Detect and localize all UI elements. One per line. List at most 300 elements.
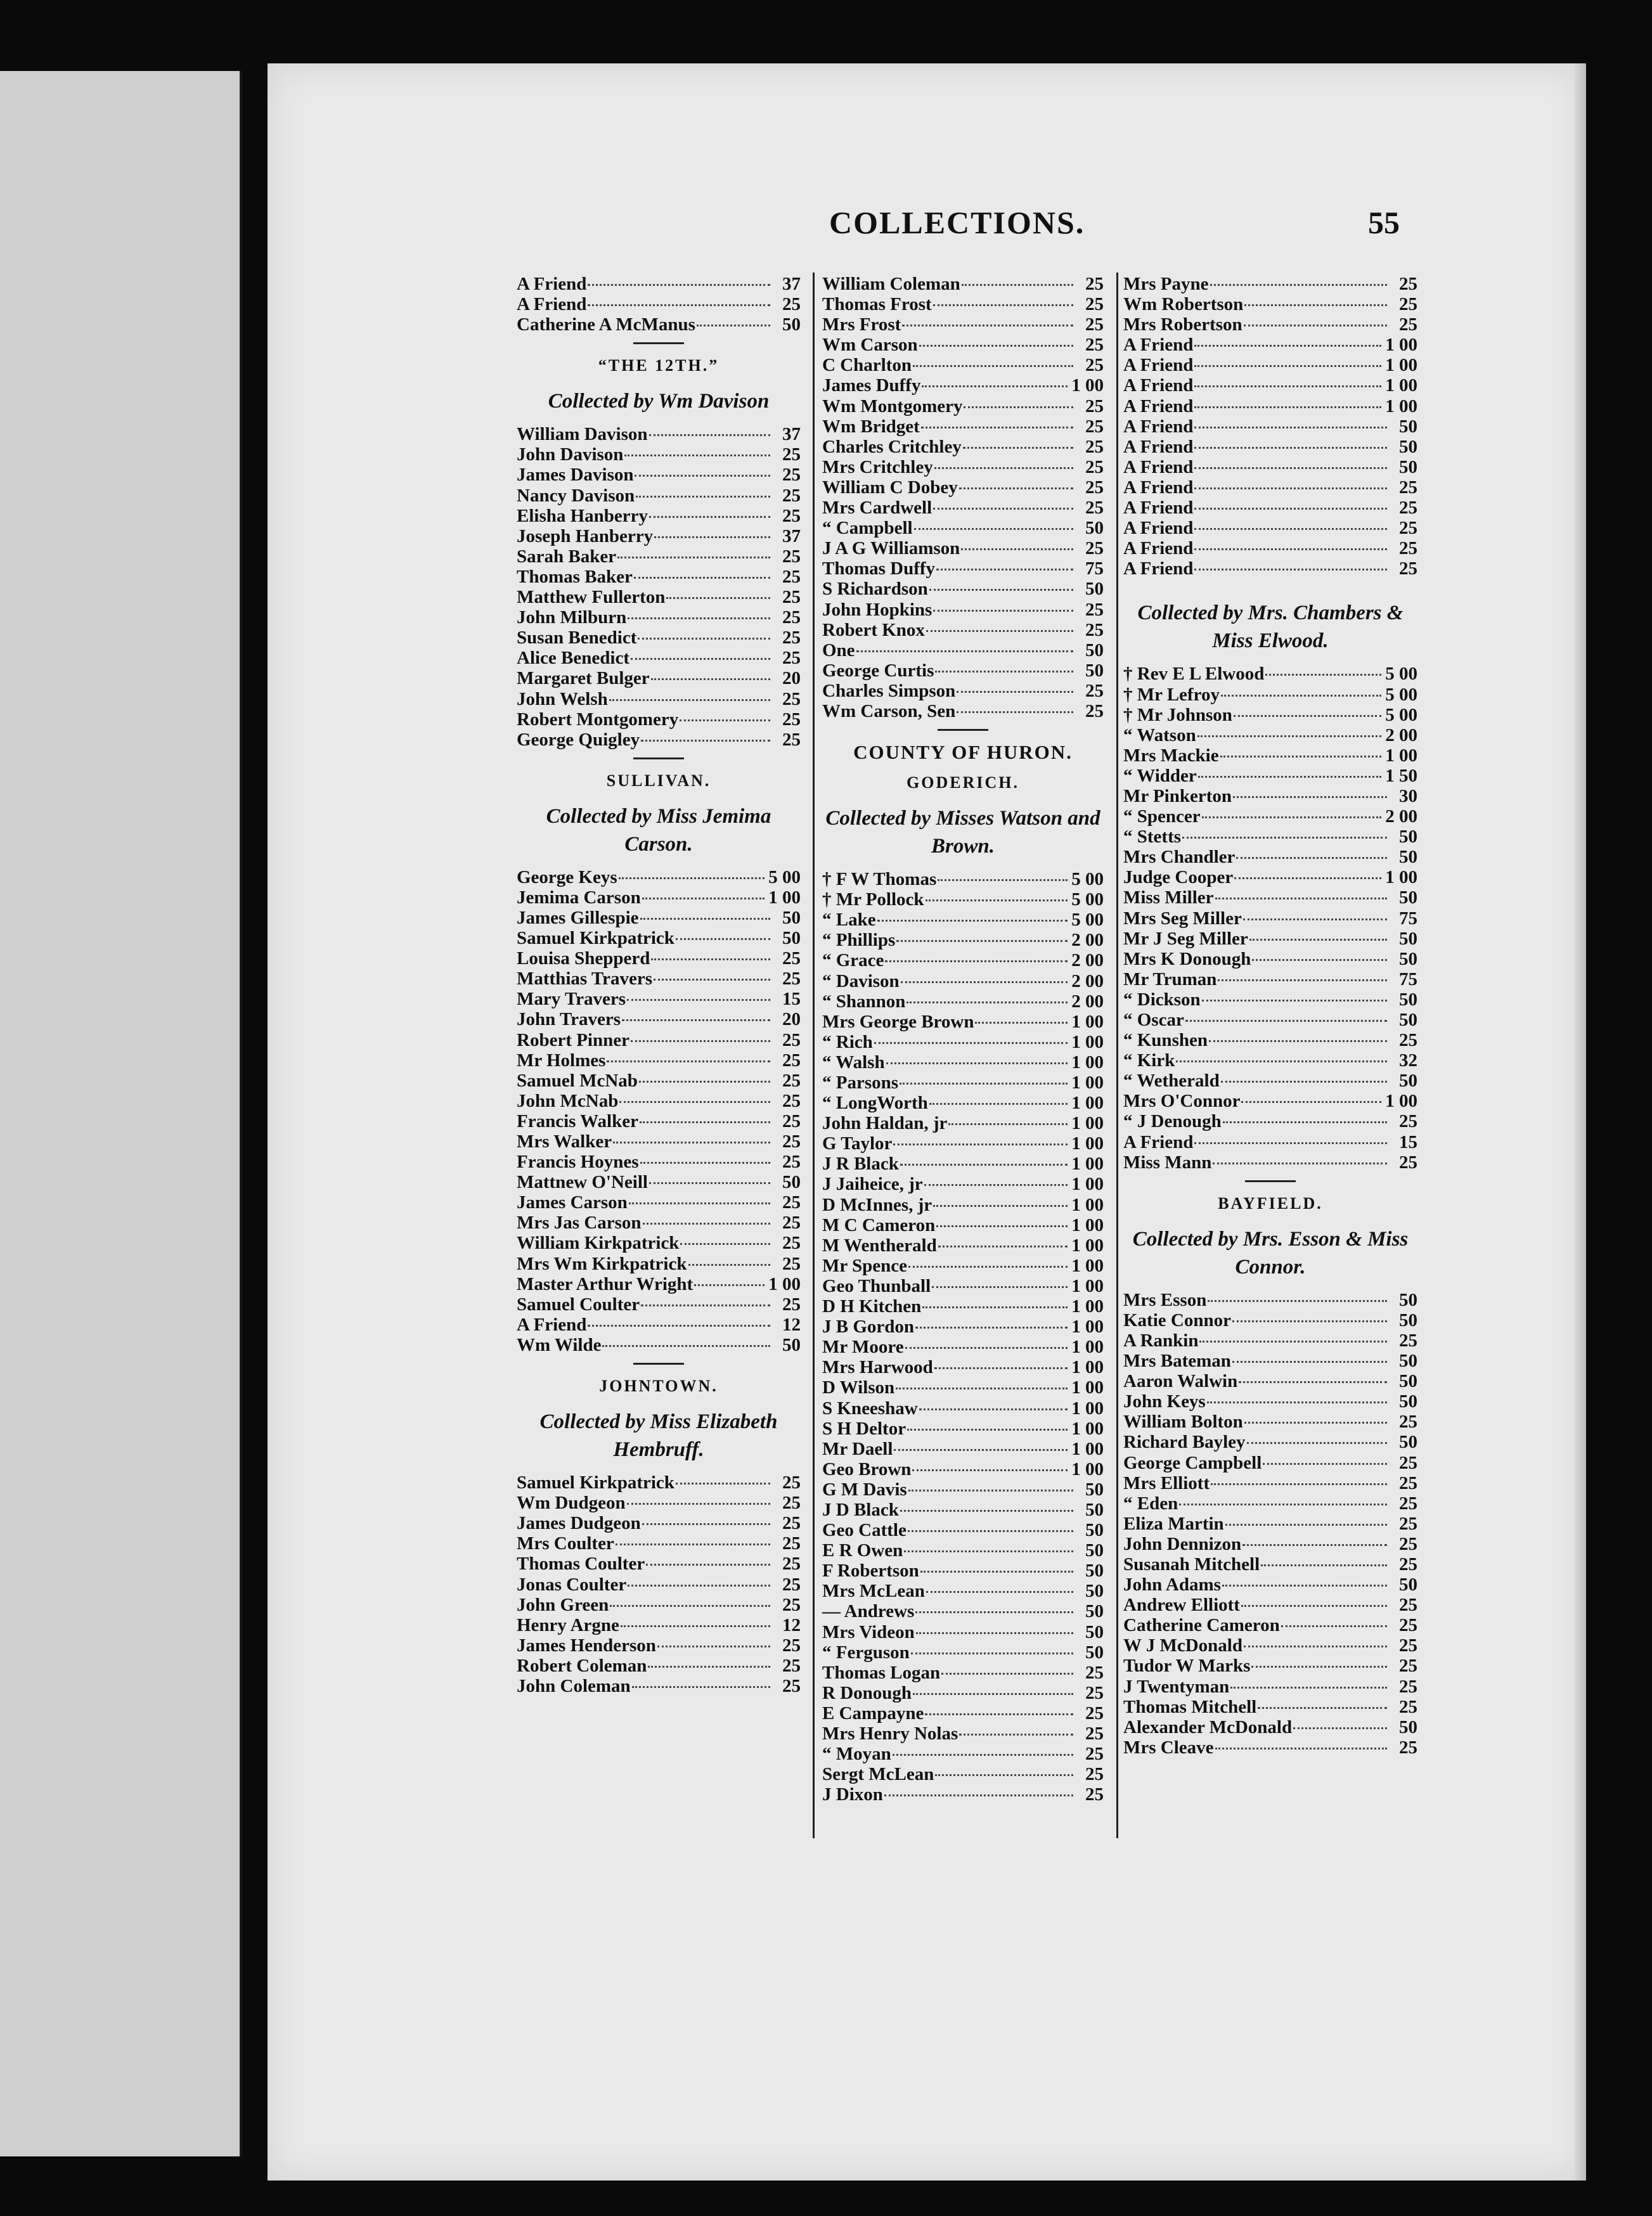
subscriber-name: “ Moyan [822,1744,891,1765]
subscription-amount: 25 [1399,314,1417,335]
subscriber-entry [1123,1595,1417,1615]
running-head: COLLECTIONS. [829,205,1085,240]
subscription-amount: 50 [1399,436,1417,457]
dot-leader [1281,1625,1387,1627]
subscriber-entry [822,1154,1104,1174]
dot-leader [651,958,770,960]
subscriber-name: Francis Hoynes [517,1152,639,1173]
subscription-amount: 1 00 [1071,1052,1104,1073]
subscriber-name: Samuel Kirkpatrick [517,928,674,949]
dot-leader [697,325,770,326]
subscription-amount: 1 00 [1071,1418,1104,1439]
subscriber-name: Margaret Bulger [517,668,650,689]
subscription-amount: 50 [1085,518,1104,539]
subscription-amount: 5 00 [1071,910,1104,931]
subscriber-entry [822,1052,1104,1073]
subscriber-entry [517,546,801,567]
subscriber-entry [822,1683,1104,1703]
subscription-amount: 25 [1085,599,1104,620]
subscriber-entry [822,274,1104,294]
subscriber-name: “ Eden [1123,1493,1178,1514]
subscription-amount: 25 [1399,498,1417,519]
subscriber-name: Susan Benedict [517,628,637,648]
subscriber-name: A Friend [517,1314,587,1335]
dot-leader [1247,1442,1387,1444]
subscriber-entry [822,950,1104,970]
subscription-amount: 25 [1399,294,1417,315]
subscription-amount: 50 [1399,1391,1417,1412]
subscription-amount: 25 [782,1635,801,1656]
subscriber-name: A Rankin [1123,1330,1199,1351]
subscription-amount: 25 [782,1294,801,1315]
subscriber-name: “ Widder [1123,765,1197,786]
subscriber-name: Katie Connor [1123,1310,1231,1330]
subscriber-entry [517,506,801,526]
subscriber-name: Mrs Bateman [1123,1351,1231,1372]
subscription-amount: 50 [1399,948,1417,969]
dot-leader [1194,447,1387,449]
subscriber-name: Master Arthur Wright [517,1273,694,1294]
subscriber-entry [517,607,801,628]
section-heading: JOHNTOWN. [599,1377,718,1396]
subscriber-name: Mr Daell [822,1438,893,1459]
subscription-amount: 25 [782,1513,801,1534]
subscription-amount: 1 00 [1385,867,1417,888]
subscription-amount: 50 [1399,1371,1417,1392]
subscriber-entry [822,1174,1104,1194]
dot-leader [602,1345,770,1347]
subscriber-name: Mrs Walker [517,1131,612,1152]
dot-leader [1185,1020,1387,1022]
subscription-amount: 1 00 [768,1273,801,1294]
subscription-amount: 1 00 [1071,1317,1104,1337]
subscriber-entry [517,730,801,750]
subscriber-name: “ Kirk [1123,1050,1175,1071]
subscriber-entry [822,1479,1104,1500]
subscriber-entry [1123,335,1417,355]
dot-leader [893,1143,1068,1145]
dot-leader [588,1325,770,1327]
subscriber-name: “ Walsh [822,1052,885,1073]
subscriber-entry [1123,847,1417,867]
subscriber-entry [822,558,1104,579]
subscriber-entry [1123,477,1417,498]
subscriber-name: Susanah Mitchell [1123,1554,1260,1575]
subscriber-entry [1123,1391,1417,1412]
subscription-amount: 50 [1399,456,1417,477]
subscription-amount: 25 [782,485,801,506]
dot-leader [624,454,770,456]
subscriber-entry [822,889,1104,910]
subscription-amount: 50 [1085,579,1104,600]
subscriber-name: M C Cameron [822,1214,936,1235]
subscription-amount: 50 [782,1172,801,1193]
subscription-amount: 50 [1399,847,1417,868]
section-heading: BAYFIELD. [1218,1194,1323,1213]
dot-leader [933,508,1073,510]
dot-leader [913,1693,1073,1695]
dot-leader [1225,1524,1387,1526]
subscriber-entry [1123,558,1417,579]
subscriber-name: A Friend [1123,335,1194,356]
subscriber-name: “ Stetts [1123,827,1182,847]
subscriber-entry [1123,1453,1417,1473]
subscriber-entry [1123,1071,1417,1091]
dot-leader [1213,1163,1387,1164]
dot-leader [896,940,1068,942]
dot-leader [617,557,770,558]
dot-leader [884,1794,1073,1796]
subscription-amount: 50 [1399,1289,1417,1310]
subscriber-entry [1123,1152,1417,1173]
subscriber-entry [1123,1351,1417,1371]
dot-leader [961,548,1073,550]
subscriber-name: † Mr Pollock [822,889,924,910]
subscriber-entry [822,1215,1104,1235]
subscriber-entry [517,628,801,648]
dot-leader [666,597,770,599]
subscriber-entry [1123,1473,1417,1493]
dot-leader [648,1666,770,1668]
subscription-amount: 25 [782,1655,801,1676]
subscriber-name: J Twentyman [1123,1676,1230,1697]
subscription-amount: 25 [782,607,801,628]
dot-leader [1209,1040,1387,1042]
subscription-amount: 15 [1399,1131,1417,1152]
subscriber-name: “ Dickson [1123,989,1201,1010]
dot-leader [926,899,1068,901]
subscriber-name: Eliza Martin [1123,1513,1224,1534]
subscriber-name: † Mr Lefroy [1123,684,1220,705]
subscriber-name: William Davison [517,424,648,445]
subscriber-entry [822,314,1104,335]
subscriber-name: Mrs Coulter [517,1533,614,1554]
subscription-amount: 25 [1399,1030,1417,1051]
subscriber-entry [822,1113,1104,1133]
subscription-amount: 25 [782,587,801,608]
subscription-amount: 25 [1085,1723,1104,1744]
section-rule [1245,1180,1296,1182]
subscription-amount: 25 [1399,1493,1417,1514]
subscriber-entry [1123,1050,1417,1071]
dot-leader [959,487,1073,489]
column-divider [813,273,815,1838]
subscription-amount: 25 [1399,1330,1417,1351]
dot-leader [1197,735,1382,737]
dot-leader [877,920,1068,922]
subscription-amount: 1 00 [1071,1031,1104,1052]
subscriber-name: “ Ferguson [822,1642,910,1663]
subscriber-entry [517,1315,801,1335]
subscriber-entry [1123,1290,1417,1310]
subscriber-name: Wm Carson [822,335,918,356]
subscriber-entry [822,1073,1104,1093]
subscriber-entry [822,1419,1104,1439]
dot-leader [1194,508,1387,510]
dot-leader [912,1469,1068,1471]
subscription-amount: 25 [782,688,801,709]
subscriber-name: Robert Montgomery [517,709,679,730]
subscriber-entry [822,538,1104,558]
dot-leader [1244,325,1387,326]
subscriber-name: F Robertson [822,1561,919,1581]
dot-leader [1258,1707,1387,1709]
dot-leader [1202,1000,1387,1002]
subscriber-name: W J McDonald [1123,1635,1242,1656]
dot-leader [907,1429,1068,1431]
dot-leader [885,960,1068,962]
subscriber-entry [517,1213,801,1233]
subscription-amount: 25 [782,294,801,315]
collector-heading: Collected by Wm Davison [548,390,770,413]
subscription-amount: 1 00 [1071,1459,1104,1479]
subscriber-entry [517,1030,801,1050]
subscription-amount: 25 [782,1152,801,1173]
dot-leader [628,617,770,619]
subscriber-entry [822,1744,1104,1764]
dot-leader [1179,1504,1387,1505]
subscriber-entry [517,1009,801,1029]
subscriber-entry [517,1050,801,1071]
dot-leader [688,1264,771,1266]
subscriber-entry [517,648,801,668]
dot-leader [941,1673,1073,1675]
subscriber-name: Charles Critchley [822,436,962,457]
dot-leader [914,528,1073,530]
subscriber-entry [822,701,1104,721]
subscriber-entry [1123,457,1417,477]
subscriber-entry [822,1520,1104,1540]
subscriber-name: Jonas Coulter [517,1574,627,1595]
subscriber-name: Mrs Cardwell [822,498,932,519]
subscriber-name: S H Deltor [822,1418,907,1439]
subscriber-name: A Friend [1123,558,1194,579]
subscriber-entry [517,526,801,546]
subscriber-name: James Gillespie [517,907,639,928]
subscriber-entry [822,1012,1104,1032]
dot-leader [676,938,770,940]
dot-leader [1241,1101,1381,1103]
subscription-amount: 25 [782,566,801,587]
subscriber-entry [1123,1030,1417,1050]
dot-leader [632,1686,770,1688]
dot-leader [919,1408,1068,1410]
subscriber-name: Samuel Coulter [517,1294,640,1315]
dot-leader [905,1347,1068,1349]
dot-leader [938,879,1068,881]
subscriber-name: James Carson [517,1192,628,1213]
subscription-amount: 15 [782,989,801,1010]
subscriber-entry [517,908,801,928]
dot-leader [959,1734,1073,1736]
subscription-amount: 1 00 [1385,355,1417,376]
subscriber-entry [822,1357,1104,1377]
subscription-amount: 1 00 [1071,1174,1104,1195]
subscriber-name: Wm Carson, Sen [822,700,956,721]
subscription-amount: 25 [1399,518,1417,539]
dot-leader [915,1327,1068,1329]
subscription-amount: 50 [1399,1010,1417,1030]
subscription-amount: 50 [782,907,801,928]
subscriber-name: Mrs McLean [822,1581,925,1602]
subscriber-name: G M Davis [822,1479,907,1500]
subscriber-entry [822,1032,1104,1052]
subscriber-name: One [822,640,855,660]
subscriber-entry [1123,725,1417,745]
subscriber-name: A Friend [1123,355,1194,376]
section-heading: GODERICH. [907,773,1019,792]
subscription-amount: 25 [1399,1615,1417,1636]
subscription-amount: 50 [1399,827,1417,847]
subscriber-entry [822,660,1104,681]
subscription-amount: 5 00 [768,866,801,887]
dot-leader [631,1040,770,1042]
subscriber-name: J A G Williamson [822,538,960,559]
dot-leader [929,1103,1068,1105]
subscriber-entry [822,600,1104,620]
subscriber-entry [822,518,1104,538]
subscriber-name: Samuel Kirkpatrick [517,1472,674,1493]
subscriber-entry [517,314,801,335]
subscription-amount: 25 [1399,1656,1417,1677]
subscriber-name: Wm Wilde [517,1334,602,1355]
subscriber-entry [822,681,1104,701]
dot-leader [1232,1320,1387,1322]
subscriber-name: George Keys [517,866,617,887]
dot-leader [636,496,770,498]
subscriber-entry [822,1133,1104,1154]
subscription-amount: 1 00 [1071,1438,1104,1459]
subscription-amount: 50 [1399,1717,1417,1737]
section-rule [633,342,684,344]
subscriber-name: Mrs Robertson [1123,314,1242,335]
subscriber-name: A Friend [1123,1131,1194,1152]
subscriber-entry [822,1663,1104,1683]
dot-leader [627,1503,770,1505]
subscription-amount: 1 00 [1071,1357,1104,1378]
subscriber-entry [822,620,1104,640]
dot-leader [1176,1060,1387,1062]
dot-leader [1252,959,1387,961]
subscriber-name: John Hopkins [822,599,932,620]
subscriber-name: John Coleman [517,1675,631,1696]
subscription-amount: 25 [782,1472,801,1493]
subscriber-name: A Friend [1123,396,1194,416]
subscriber-entry [1123,1132,1417,1152]
subscriber-entry [1123,1514,1417,1534]
subscriber-entry [1123,1677,1417,1697]
subscription-amount: 37 [782,424,801,445]
subscriber-entry [517,689,801,709]
dot-leader [1210,284,1388,286]
subscription-amount: 37 [782,525,801,546]
dot-leader [886,1062,1068,1064]
subscriber-name: Andrew Elliott [1123,1595,1240,1616]
dot-leader [1244,1646,1387,1647]
subscriber-name: G Taylor [822,1133,893,1154]
subscription-amount: 50 [1399,1351,1417,1372]
subscriber-entry [1123,498,1417,518]
subscriber-entry [822,1642,1104,1663]
subscriber-entry [1123,274,1417,294]
subscriber-entry [1123,908,1417,929]
subscriber-entry [1123,1534,1417,1554]
subscriber-name: Mrs Henry Nolas [822,1723,958,1744]
subscriber-entry [1123,887,1417,908]
subscriber-name: Robert Coleman [517,1655,647,1676]
subscriber-entry [517,1472,801,1493]
subscriber-entry [822,1581,1104,1601]
subscriber-name: “ Campbell [822,518,913,539]
subscriber-name: Mrs Frost [822,314,901,335]
dot-leader [1241,1605,1387,1607]
dot-leader [975,1022,1068,1024]
dot-leader [1244,304,1387,306]
subscription-amount: 2 00 [1071,930,1104,951]
subscriber-entry [517,294,801,314]
subscription-column-2 [822,274,1104,1805]
subscription-amount: 50 [1085,660,1104,681]
dot-leader [642,898,765,899]
subscriber-name: Samuel McNab [517,1070,638,1091]
subscriber-name: Mr Moore [822,1337,904,1358]
dot-leader [908,1266,1068,1268]
dot-leader [1239,1381,1387,1383]
dot-leader [627,999,770,1001]
subscriber-entry [1123,745,1417,766]
subscriber-entry [517,465,801,485]
subscriber-name: Tudor W Marks [1123,1656,1251,1677]
subscription-amount: 25 [782,709,801,730]
subscription-amount: 1 00 [1071,1194,1104,1215]
subscription-amount: 5 00 [1385,704,1417,725]
dot-leader [1249,939,1387,941]
subscription-amount: 25 [1399,1676,1417,1697]
dot-leader [676,1483,770,1485]
subscription-column-1 [517,274,801,1696]
subscriber-name: † Mr Johnson [1123,704,1232,725]
subscriber-entry [517,709,801,730]
subscriber-entry [517,1294,801,1315]
subscription-amount: 25 [782,1111,801,1131]
subscriber-name: Judge Cooper [1123,867,1234,888]
subscriber-name: † F W Thomas [822,869,937,890]
subscription-amount: 50 [1085,1520,1104,1541]
subscription-amount: 1 00 [1385,375,1417,396]
subscriber-name: “ Rich [822,1031,873,1052]
subscription-amount: 1 00 [1071,1337,1104,1358]
section-heading: SULLIVAN. [606,771,711,790]
subscriber-entry [517,1172,801,1192]
subscriber-entry [517,1111,801,1131]
dot-leader [934,1367,1068,1369]
subscriber-name: Sergt McLean [822,1764,934,1785]
subscriber-name: “ Spencer [1123,806,1201,827]
dot-leader [694,1284,765,1286]
subscription-amount: 50 [1085,1561,1104,1581]
subscription-amount: 50 [1085,1479,1104,1500]
dot-leader [640,1162,770,1164]
subscription-amount: 1 00 [1385,335,1417,356]
dot-leader [919,345,1073,347]
subscription-amount: 50 [1399,1071,1417,1092]
dot-leader [1194,467,1387,469]
subscriber-entry [517,948,801,969]
subscriber-entry [1123,1010,1417,1030]
subscriber-name: John Keys [1123,1391,1206,1412]
subscriber-name: Alice Benedict [517,648,629,669]
dot-leader [1194,487,1387,489]
